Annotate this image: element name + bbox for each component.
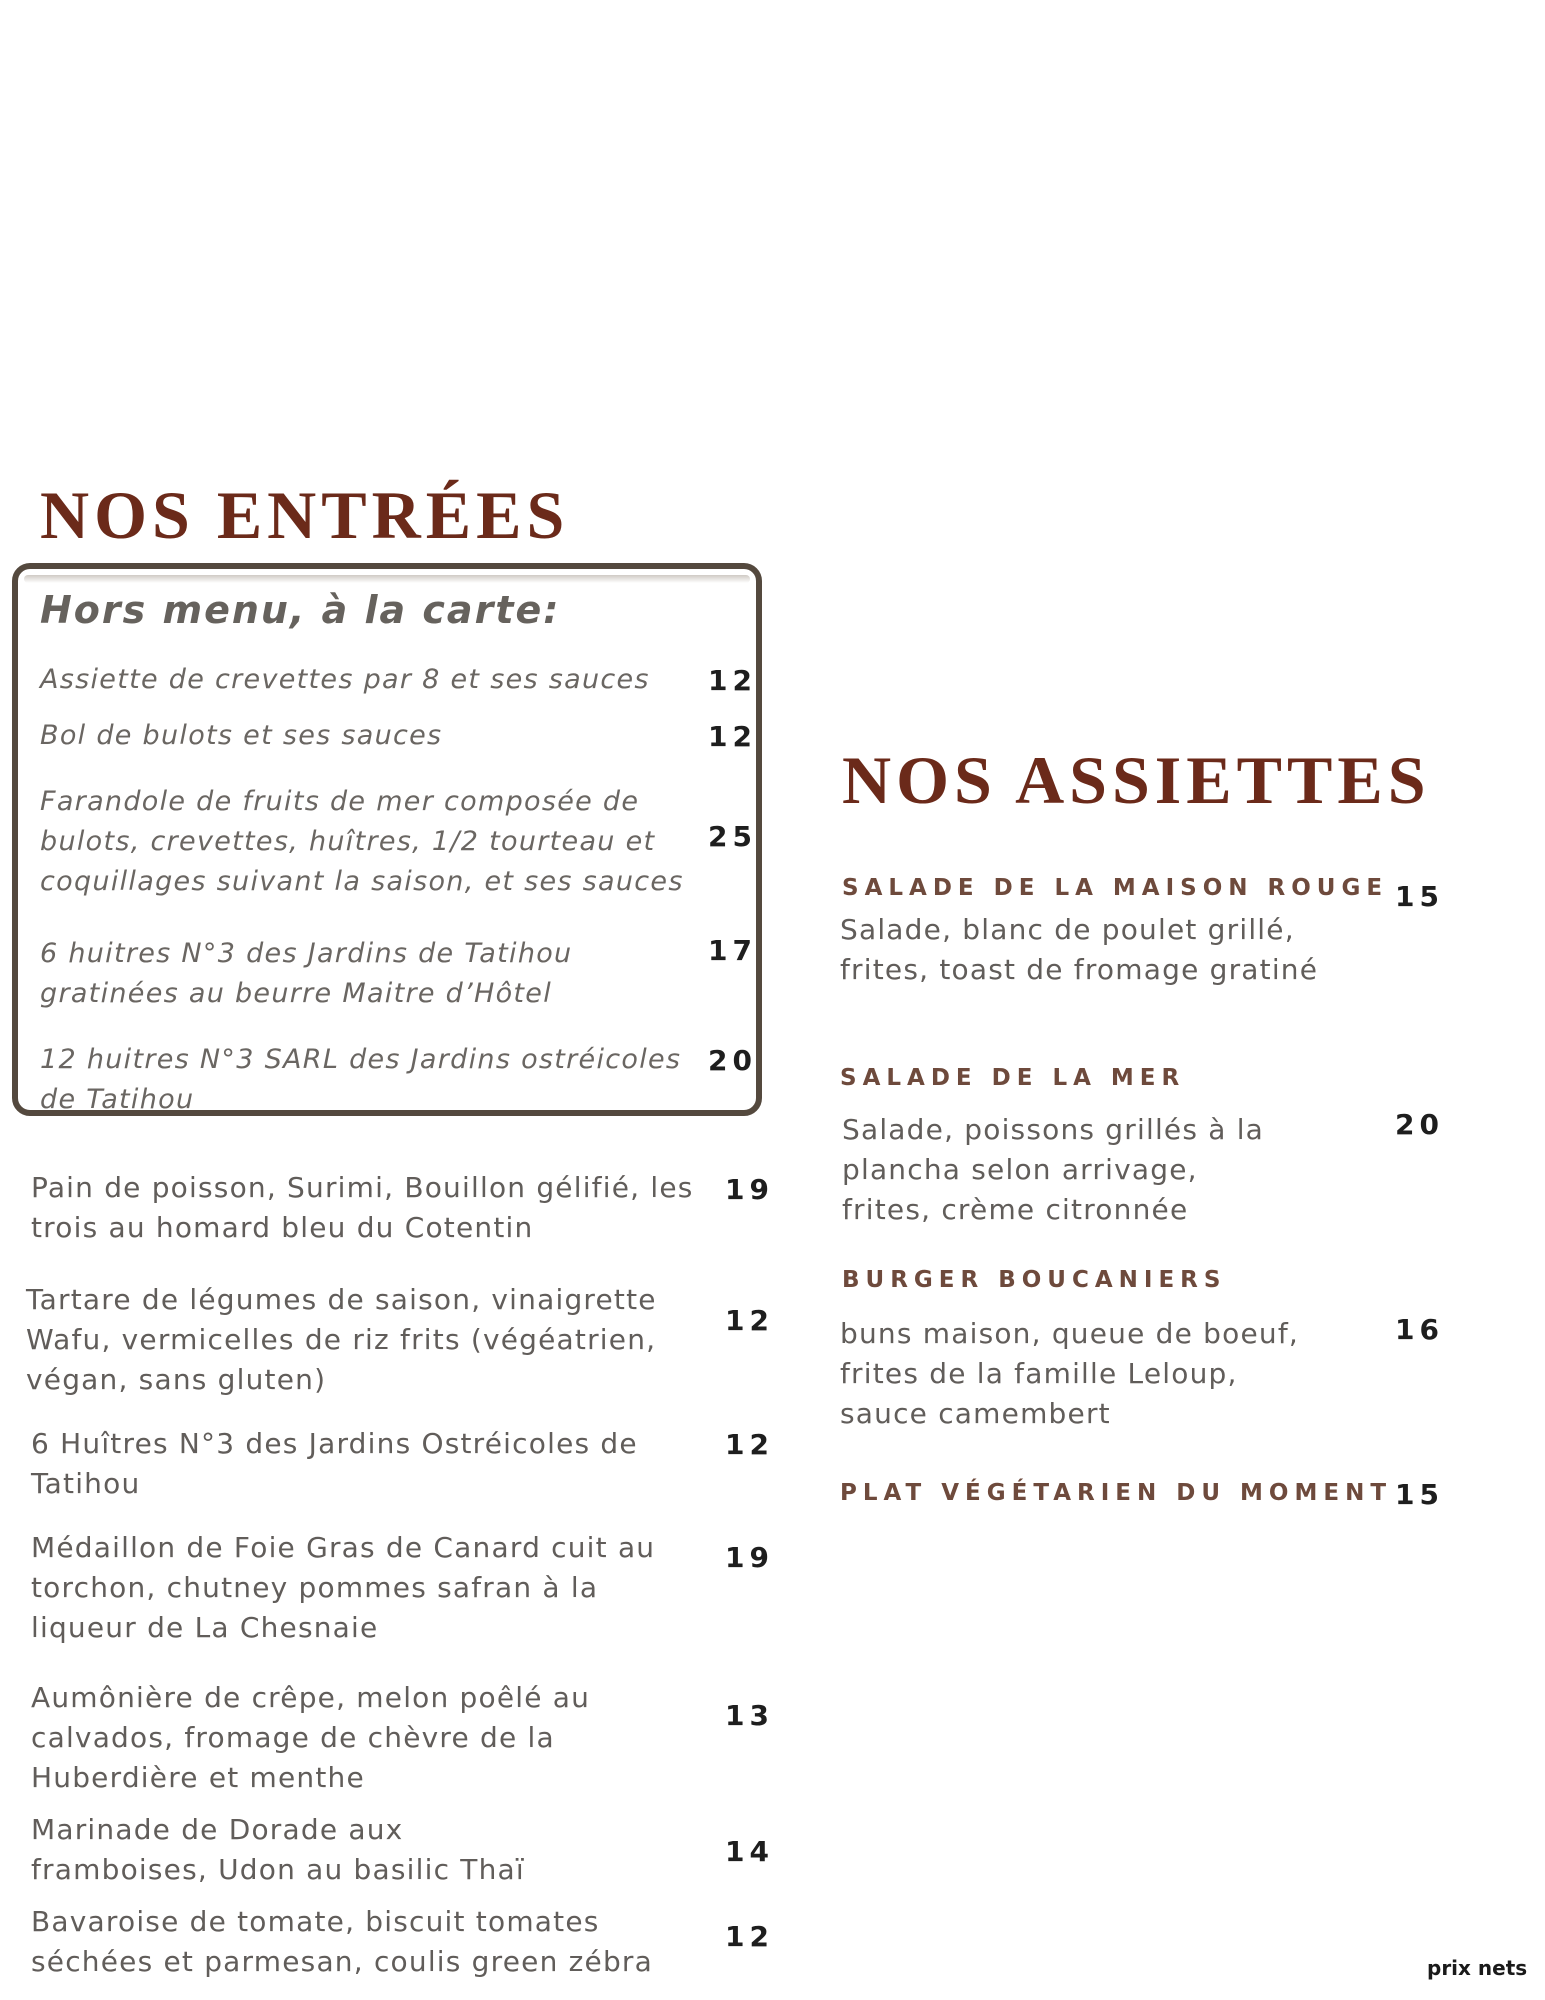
assiette-description: Salade, poissons grillés à la plancha selon arrivage, frites, crème citronnée xyxy=(842,1113,1265,1226)
entree-description: Aumônière de crêpe, melon poêlé au calvados, fromage de chèvre de la Huberdière et menthe xyxy=(31,1681,591,1794)
entree-price: 12 xyxy=(725,1304,774,1337)
hors-item-price: 12 xyxy=(708,720,757,753)
entree-description: Marinade de Dorade aux framboises, Udon au basilic Thaï xyxy=(31,1813,525,1886)
assiette-price: 20 xyxy=(1395,1108,1444,1141)
prix-nets-note: prix nets xyxy=(1427,1956,1528,1980)
hors-item-description: Bol de bulots et ses sauces xyxy=(40,720,443,751)
assiette-description: buns maison, queue de boeuf, frites de la famille Leloup, sauce camembert xyxy=(840,1317,1299,1430)
hors-item-price: 20 xyxy=(708,1044,757,1077)
entree-description: 6 Huîtres N°3 des Jardins Ostréicoles de Tatihou xyxy=(31,1427,638,1500)
assiette-name: BURGER BOUCANIERS xyxy=(842,1267,1227,1293)
assiette-name: SALADE DE LA MAISON ROUGE xyxy=(842,875,1389,901)
entree-price: 12 xyxy=(725,1920,774,1953)
entree-description: Tartare de légumes de saison, vinaigrette Wafu, vermicelles de riz frits (végéatrien, végan, sans gluten) xyxy=(26,1283,657,1396)
hors-menu-title: Hors menu, à la carte: xyxy=(40,588,561,632)
entree-price: 19 xyxy=(725,1541,774,1574)
hors-item-description: 6 huitres N°3 des Jardins de Tatihou gratinées au beurre Maitre d’Hôtel xyxy=(40,938,573,1009)
assiette-description: Salade, blanc de poulet grillé, frites, toast de fromage gratiné xyxy=(840,913,1319,986)
hors-item-description: Farandole de fruits de mer composée de bulots, crevettes, huîtres, 1/2 tourteau et coquillages suivant la saison, et ses sauces xyxy=(40,786,684,897)
hors-item-description: 12 huitres N°3 SARL des Jardins ostréicoles de Tatihou xyxy=(40,1044,682,1115)
assiette-name: SALADE DE LA MER xyxy=(840,1065,1186,1091)
hors-item-price: 25 xyxy=(708,820,757,853)
hors-item-price: 12 xyxy=(708,664,757,697)
entree-description: Pain de poisson, Surimi, Bouillon gélifié, les trois au homard bleu du Cotentin xyxy=(31,1171,694,1244)
entree-description: Médaillon de Foie Gras de Canard cuit au torchon, chutney pommes safran à la liqueur de La Chesnaie xyxy=(31,1531,656,1644)
assiettes-heading: NOS ASSIETTES xyxy=(842,742,1431,818)
assiette-name: PLAT VÉGÉTARIEN DU MOMENT xyxy=(840,1480,1393,1506)
assiette-price: 15 xyxy=(1395,1478,1444,1511)
hors-item-price: 17 xyxy=(708,934,757,967)
entree-price: 12 xyxy=(725,1428,774,1461)
entree-price: 13 xyxy=(725,1699,774,1732)
entrees-heading: NOS ENTRÉES xyxy=(40,477,570,553)
assiette-price: 16 xyxy=(1395,1313,1444,1346)
entree-price: 19 xyxy=(725,1173,774,1206)
hors-item-description: Assiette de crevettes par 8 et ses sauces xyxy=(40,664,650,695)
entree-description: Bavaroise de tomate, biscuit tomates séchées et parmesan, coulis green zébra xyxy=(31,1905,654,1978)
entree-price: 14 xyxy=(725,1835,774,1868)
assiette-price: 15 xyxy=(1395,880,1444,913)
